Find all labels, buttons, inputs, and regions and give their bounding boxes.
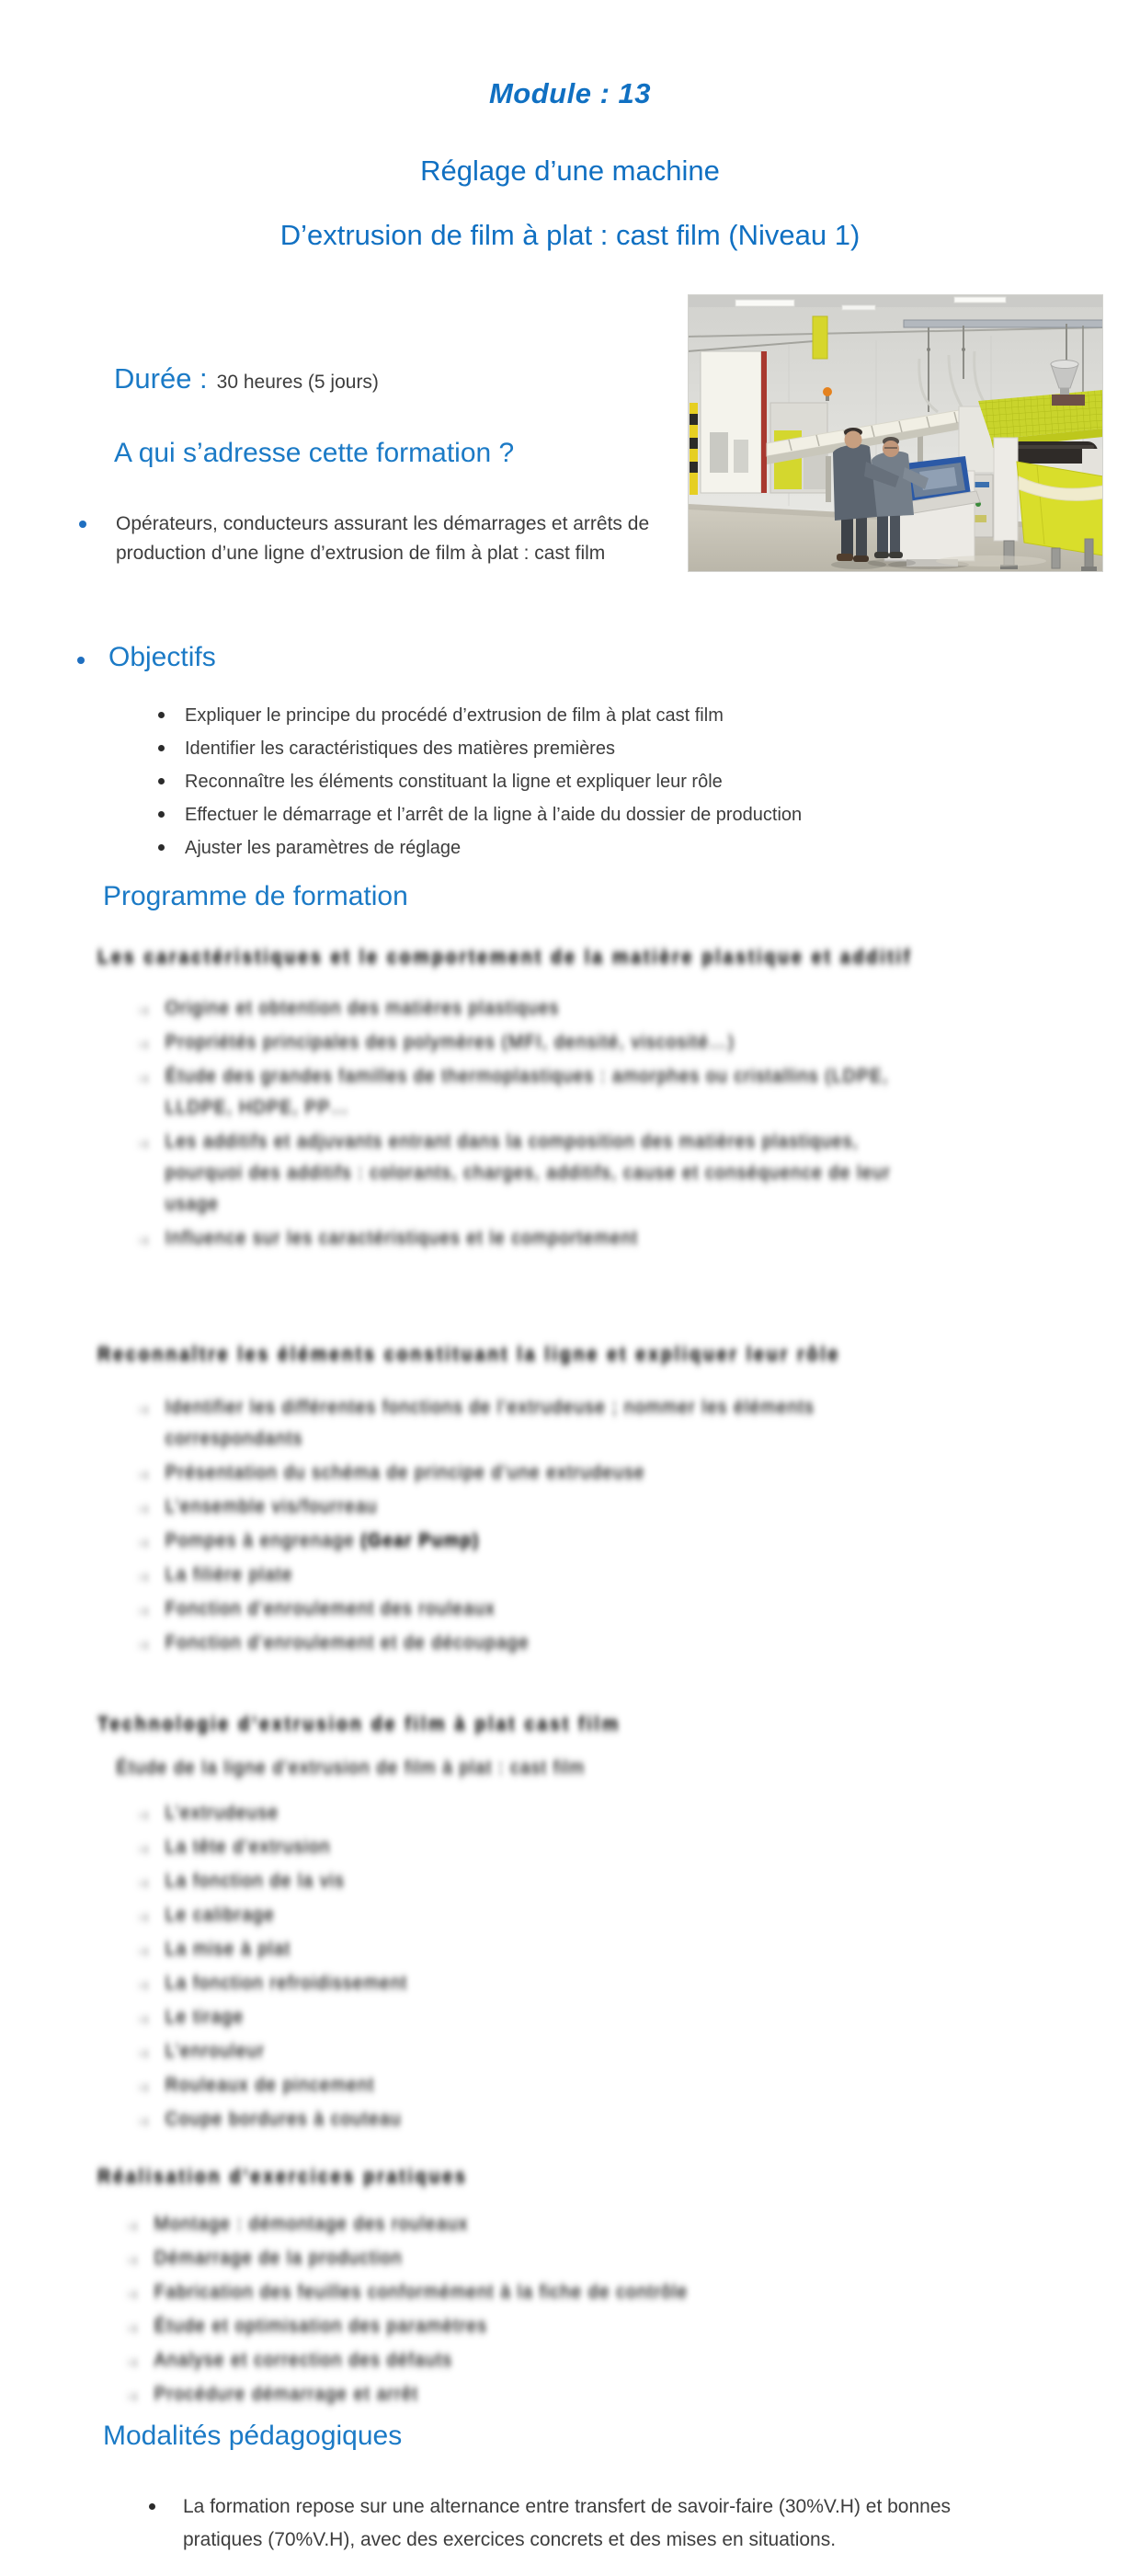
arrow-icon: →	[134, 1032, 153, 1052]
section-title: Les caractéristiques et le comportement de la matière plastique et additif	[97, 947, 912, 967]
program-item: → La fonction refroidissement	[134, 1967, 621, 1998]
list-item	[149, 2490, 1022, 2557]
arrow-icon: →	[134, 1496, 153, 1517]
bullet-marker	[158, 778, 165, 784]
modalities-list	[149, 2490, 1022, 2557]
arrow-icon: →	[134, 1530, 153, 1551]
module-title: Module : 13	[488, 77, 651, 109]
list-item	[158, 831, 930, 864]
program-item: → Procédure démarrage et arrêt	[123, 2378, 688, 2410]
section-title: Réalisation d’exercices pratiques	[97, 2167, 468, 2187]
section-intro: Étude de la ligne d’extrusion de film à plat : cast film	[116, 1757, 586, 1778]
list-item	[158, 732, 930, 765]
list-item	[79, 509, 686, 568]
yellow-mast	[813, 316, 827, 359]
program-heading: Programme de formation	[103, 881, 408, 911]
program-item: → Fabrication des feuilles conformément à la fiche de contrôle	[123, 2276, 688, 2307]
program-item: → Étude des grandes familles de thermoplastiques : amorphes ou cristallins (LDPE, LLDPE, HDPE, PP…	[134, 1060, 912, 1123]
program-item: → La mise à plat	[134, 1933, 621, 1964]
arrow-icon: →	[134, 2041, 153, 2061]
duration-label: Durée :	[114, 362, 208, 395]
program-item: → L’ensemble vis/fourreau	[134, 1491, 840, 1522]
bullet-marker	[77, 657, 85, 664]
audience-heading: A qui s’adresse cette formation ?	[114, 438, 515, 468]
arrow-icon: →	[134, 1564, 153, 1585]
duration-row	[114, 362, 379, 395]
objective-item: Identifier les caractéristiques des matières premières	[185, 738, 615, 759]
program-item: → Démarrage de la production	[123, 2242, 688, 2273]
program-item: → Influence sur les caractéristiques et le comportement	[134, 1222, 912, 1254]
arrow-icon: →	[123, 2282, 142, 2302]
program-item: → Origine et obtention des matières plastiques	[134, 992, 912, 1024]
objective-item: Effectuer le démarrage et l’arrêt de la ligne à l’aide du dossier de production	[185, 805, 803, 825]
arrow-icon: →	[134, 1131, 153, 1151]
arrow-icon: →	[134, 1973, 153, 1993]
arrow-icon: →	[134, 998, 153, 1018]
bullet-marker	[149, 2503, 155, 2510]
arrow-icon: →	[134, 1905, 153, 1925]
program-item: → Rouleaux de pincement	[134, 2069, 621, 2101]
machine-photo	[688, 294, 1103, 572]
bullet-marker	[79, 521, 86, 528]
bullet-marker	[158, 811, 165, 818]
objectives-list	[158, 699, 930, 864]
arrow-icon: →	[134, 1598, 153, 1619]
arrow-icon: →	[134, 1228, 153, 1248]
list-item	[158, 765, 930, 798]
audience-list	[79, 509, 686, 568]
audience-item: Opérateurs, conducteurs assurant les démarrages et arrêts de production d’une ligne d’extrusion de film à plat : cast film	[116, 513, 650, 564]
modalities-item: La formation repose sur une alternance entre transfert de savoir-faire (30%V.H) et bonnes pratiques (70%V.H), avec des exercices concrets et des mises en situations.	[183, 2496, 952, 2550]
warning-beacon	[823, 387, 832, 396]
program-item: → Fonction d’enroulement des rouleaux	[134, 1593, 840, 1624]
arrow-icon: →	[134, 2109, 153, 2129]
arrow-icon: →	[134, 2075, 153, 2095]
list-item	[158, 699, 930, 732]
bullet-marker	[158, 844, 165, 851]
objectives-heading-row	[77, 642, 216, 673]
arrow-icon: →	[123, 2350, 142, 2370]
bullet-marker	[158, 745, 165, 751]
modalities-heading: Modalités pédagogiques	[103, 2421, 403, 2451]
section-title: Reconnaître les éléments constituant la ligne et expliquer leur rôle	[97, 1345, 841, 1365]
course-title-line1: Réglage d’une machine	[420, 155, 720, 187]
arrow-icon: →	[134, 1462, 153, 1483]
program-item: → L’enrouleur	[134, 2035, 621, 2067]
arrow-icon: →	[123, 2214, 142, 2234]
program-item: → La fonction de la vis	[134, 1865, 621, 1896]
program-item: → Le tirage	[134, 2001, 621, 2032]
extrusion-line-illustration	[688, 294, 1103, 572]
doorway	[701, 351, 767, 493]
objectives-heading: Objectifs	[108, 642, 216, 672]
program-item: → La tête d’extrusion	[134, 1831, 621, 1862]
list-item	[158, 798, 930, 831]
arrow-icon: →	[123, 2316, 142, 2336]
program-item: → Coupe bordures à couteau	[134, 2103, 621, 2135]
section-title: Technologie d’extrusion de film à plat cast film	[97, 1714, 621, 1735]
program-item: → Analyse et correction des défauts	[123, 2344, 688, 2376]
objective-item: Ajuster les paramètres de réglage	[185, 838, 462, 858]
arrow-icon: →	[134, 1632, 153, 1653]
arrow-icon: →	[134, 1837, 153, 1857]
program-item: → Fonction d’enroulement et de découpage	[134, 1627, 840, 1658]
program-item: → Le calibrage	[134, 1899, 621, 1930]
program-item: → Propriétés principales des polymères (MFI, densité, viscosité…)	[134, 1026, 912, 1058]
arrow-icon: →	[134, 1397, 153, 1417]
arrow-icon: →	[134, 1066, 153, 1086]
program-section-1	[97, 947, 912, 1256]
program-item: → Étude et optimisation des paramètres	[123, 2310, 688, 2341]
bullet-marker	[158, 712, 165, 718]
arrow-icon: →	[134, 1871, 153, 1891]
program-item: → Identifier les différentes fonctions de l’extrudeuse ; nommer les éléments correspondants	[134, 1391, 840, 1454]
program-item: → Les additifs et adjuvants entrant dans la composition des matières plastiques, pourquoi des additifs : colorants, charges, additifs, cause et conséquence de leur usage	[134, 1126, 912, 1219]
objective-item: Reconnaître les éléments constituant la ligne et expliquer leur rôle	[185, 772, 723, 792]
program-item: → Présentation du schéma de principe d’une extrudeuse	[134, 1457, 840, 1488]
program-item: → La filière plate	[134, 1559, 840, 1590]
program-section-3	[97, 1714, 621, 2137]
program-item: → Montage : démontage des rouleaux	[123, 2208, 688, 2239]
arrow-icon: →	[134, 1803, 153, 1823]
program-item: → L’extrudeuse	[134, 1797, 621, 1828]
duration-value: 30 heures (5 jours)	[216, 372, 379, 393]
arrow-icon: →	[134, 1939, 153, 1959]
arrow-icon: →	[123, 2384, 142, 2404]
program-section-2	[97, 1345, 840, 1661]
objective-item: Expliquer le principe du procédé d’extrusion de film à plat cast film	[185, 705, 724, 726]
program-section-4	[97, 2167, 688, 2412]
arrow-icon: →	[123, 2248, 142, 2268]
program-item: → Pompes à engrenage (Gear Pump)	[134, 1525, 840, 1556]
arrow-icon: →	[134, 2007, 153, 2027]
course-title-line2: D’extrusion de film à plat : cast film (Niveau 1)	[279, 219, 861, 251]
hazard-post	[690, 403, 698, 495]
